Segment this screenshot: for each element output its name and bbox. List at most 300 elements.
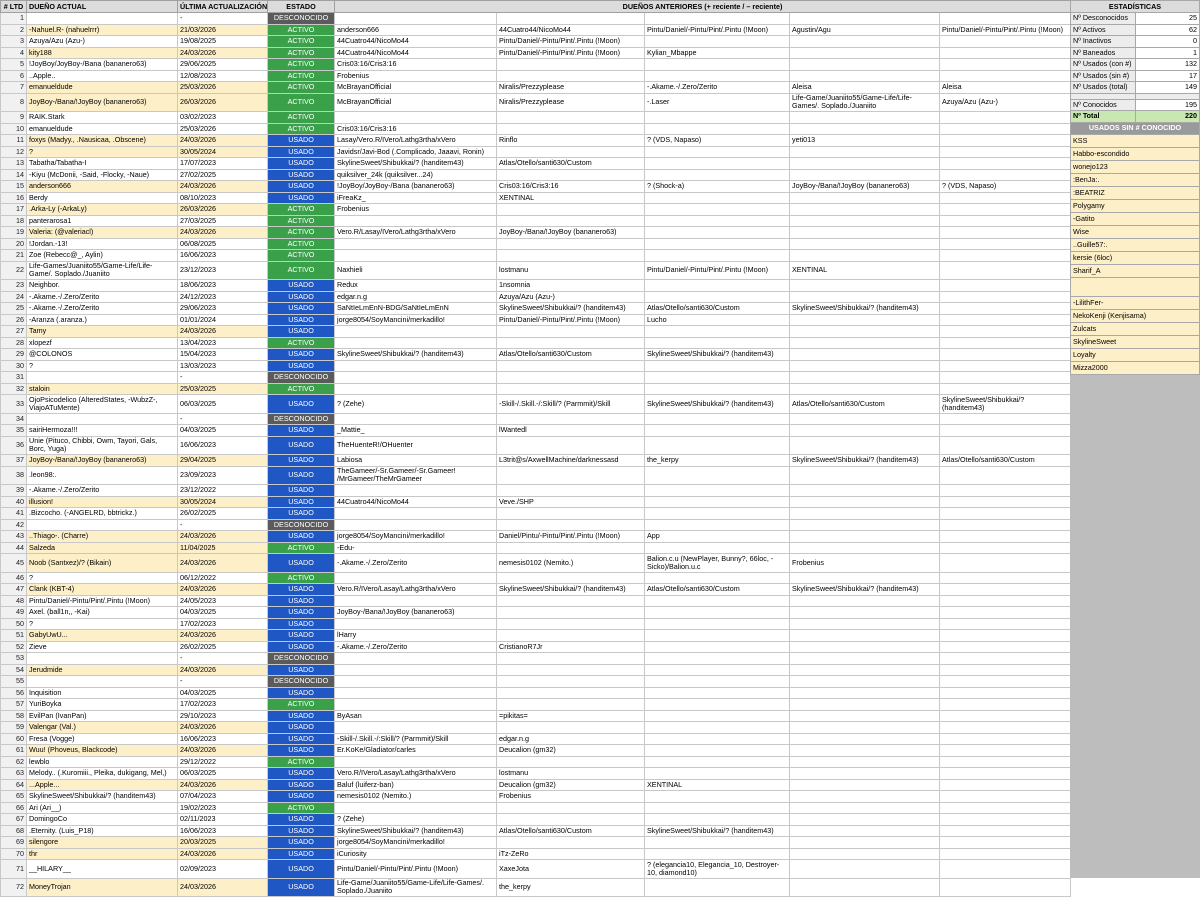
previous-owner-cell[interactable]: CristianoR7Jr [497, 641, 645, 653]
status-badge[interactable]: ACTIVO [268, 238, 335, 250]
col-header-updated[interactable]: ÚLTIMA ACTUALIZACIÓN [178, 1, 268, 13]
owner-cell[interactable]: RAIK.Stark [27, 112, 178, 124]
previous-owner-cell[interactable]: -.Akame.-/.Zero/Zerito [335, 554, 497, 573]
previous-owner-cell[interactable] [940, 676, 1071, 688]
previous-owner-cell[interactable]: Pintu/Daniel/-Pintu/Pint/.Pintu (!Moon) [497, 314, 645, 326]
owner-cell[interactable]: Axel. (ball1n,, -Kai) [27, 607, 178, 619]
previous-owner-cell[interactable] [940, 158, 1071, 170]
previous-owner-cell[interactable] [497, 372, 645, 384]
previous-owner-cell[interactable] [497, 326, 645, 338]
stat-label[interactable]: Nº Usados (con #) [1071, 59, 1136, 71]
status-badge[interactable]: ACTIVO [268, 261, 335, 280]
owner-cell[interactable]: Inquisition [27, 687, 178, 699]
previous-owner-cell[interactable] [645, 607, 790, 619]
previous-owner-cell[interactable] [645, 687, 790, 699]
previous-owner-cell[interactable] [790, 123, 940, 135]
previous-owner-cell[interactable] [940, 630, 1071, 642]
updated-date-cell[interactable]: 26/02/2025 [178, 508, 268, 520]
previous-owner-cell[interactable] [940, 192, 1071, 204]
stat-value[interactable]: 195 [1135, 99, 1200, 111]
previous-owner-cell[interactable] [940, 291, 1071, 303]
updated-date-cell[interactable]: 06/12/2022 [178, 572, 268, 584]
previous-owner-cell[interactable] [940, 687, 1071, 699]
previous-owner-cell[interactable]: -Skill-/.Skill.-/:Skill/? (Parmmit)/Skill [335, 733, 497, 745]
stat-label[interactable]: Nº Baneados [1071, 47, 1136, 59]
updated-date-cell[interactable]: 24/03/2026 [178, 181, 268, 193]
status-badge[interactable]: USADO [268, 710, 335, 722]
previous-owner-cell[interactable] [940, 710, 1071, 722]
used-name-cell[interactable]: Wise [1071, 225, 1200, 238]
ltd-number-cell[interactable]: 19 [1, 227, 27, 239]
ltd-number-cell[interactable]: 61 [1, 745, 27, 757]
previous-owner-cell[interactable]: Labiosa [335, 455, 497, 467]
previous-owner-cell[interactable] [790, 791, 940, 803]
updated-date-cell[interactable]: 04/03/2025 [178, 425, 268, 437]
ltd-number-cell[interactable]: 32 [1, 383, 27, 395]
previous-owner-cell[interactable]: Aleisa [940, 82, 1071, 94]
previous-owner-cell[interactable]: the_kerpy [645, 455, 790, 467]
owner-cell[interactable]: staloin [27, 383, 178, 395]
updated-date-cell[interactable]: 30/05/2024 [178, 496, 268, 508]
status-badge[interactable]: DESCONOCIDO [268, 372, 335, 384]
status-badge[interactable]: USADO [268, 146, 335, 158]
ltd-number-cell[interactable]: 47 [1, 584, 27, 596]
updated-date-cell[interactable]: 24/03/2026 [178, 745, 268, 757]
status-badge[interactable]: ACTIVO [268, 542, 335, 554]
status-badge[interactable]: USADO [268, 860, 335, 879]
previous-owner-cell[interactable]: SaNtIeLmEnN-BDG/SaNtIeLmEnN [335, 303, 497, 315]
previous-owner-cell[interactable] [940, 653, 1071, 665]
ltd-number-cell[interactable]: 30 [1, 360, 27, 372]
previous-owner-cell[interactable] [645, 756, 790, 768]
owner-cell[interactable]: ? [27, 360, 178, 372]
previous-owner-cell[interactable] [940, 135, 1071, 147]
owner-cell[interactable]: ? [27, 572, 178, 584]
previous-owner-cell[interactable]: Lucho [645, 314, 790, 326]
status-badge[interactable]: ACTIVO [268, 36, 335, 48]
ltd-number-cell[interactable]: 5 [1, 59, 27, 71]
previous-owner-cell[interactable]: lostmanu [497, 768, 645, 780]
stat-label[interactable]: Nº Usados (sin #) [1071, 70, 1136, 82]
previous-owner-cell[interactable] [940, 280, 1071, 292]
previous-owner-cell[interactable]: Azuya/Azu (Azu-) [940, 93, 1071, 112]
ltd-number-cell[interactable]: 62 [1, 756, 27, 768]
previous-owner-cell[interactable] [645, 123, 790, 135]
updated-date-cell[interactable]: 13/03/2023 [178, 360, 268, 372]
previous-owner-cell[interactable] [940, 584, 1071, 596]
previous-owner-cell[interactable] [790, 337, 940, 349]
previous-owner-cell[interactable] [497, 238, 645, 250]
previous-owner-cell[interactable] [497, 699, 645, 711]
previous-owner-cell[interactable] [335, 383, 497, 395]
status-badge[interactable]: USADO [268, 436, 335, 455]
used-name-cell[interactable]: Loyalty [1071, 348, 1200, 361]
previous-owner-cell[interactable] [790, 745, 940, 757]
updated-date-cell[interactable]: - [178, 519, 268, 531]
ltd-number-cell[interactable]: 7 [1, 82, 27, 94]
owner-cell[interactable] [27, 653, 178, 665]
used-name-cell[interactable]: wonejo123 [1071, 160, 1200, 173]
owner-cell[interactable]: Unie (Pituco, Chibbi, Owm, Tayori, Gals, Borc, Yuga) [27, 436, 178, 455]
used-name-cell[interactable]: Polygamy [1071, 199, 1200, 212]
status-badge[interactable]: USADO [268, 496, 335, 508]
previous-owner-cell[interactable] [790, 699, 940, 711]
previous-owner-cell[interactable]: Frobenius [335, 204, 497, 216]
updated-date-cell[interactable]: 24/03/2026 [178, 227, 268, 239]
updated-date-cell[interactable]: - [178, 676, 268, 688]
used-name-cell[interactable]: ..Guille57:. [1071, 238, 1200, 251]
previous-owner-cell[interactable]: JoyBoy-/Bana/!JoyBoy (bananero63) [497, 227, 645, 239]
previous-owner-cell[interactable] [940, 595, 1071, 607]
previous-owner-cell[interactable] [790, 572, 940, 584]
updated-date-cell[interactable]: 06/03/2025 [178, 395, 268, 414]
previous-owner-cell[interactable]: App [645, 531, 790, 543]
previous-owner-cell[interactable] [790, 825, 940, 837]
status-badge[interactable]: USADO [268, 395, 335, 414]
owner-cell[interactable] [27, 519, 178, 531]
updated-date-cell[interactable]: 16/06/2023 [178, 733, 268, 745]
previous-owner-cell[interactable] [645, 722, 790, 734]
previous-owner-cell[interactable] [497, 485, 645, 497]
previous-owner-cell[interactable]: SkylineSweet/Shibukkai/? (handitem43) [335, 825, 497, 837]
ltd-number-cell[interactable]: 37 [1, 455, 27, 467]
previous-owner-cell[interactable]: Cris03:16/Cris3:16 [335, 123, 497, 135]
previous-owner-cell[interactable] [940, 261, 1071, 280]
previous-owner-cell[interactable] [645, 158, 790, 170]
updated-date-cell[interactable]: 21/03/2026 [178, 24, 268, 36]
previous-owner-cell[interactable] [645, 485, 790, 497]
previous-owner-cell[interactable] [940, 554, 1071, 573]
previous-owner-cell[interactable]: SkylineSweet/Shibukkai/? (handitem43) [645, 395, 790, 414]
previous-owner-cell[interactable] [497, 204, 645, 216]
previous-owner-cell[interactable]: -Skill-/.Skill.-/:Skill/? (Parmmit)/Skill [497, 395, 645, 414]
ltd-number-cell[interactable]: 67 [1, 814, 27, 826]
previous-owner-cell[interactable] [645, 802, 790, 814]
previous-owner-cell[interactable]: quiksilver_24k (quiksilver...24) [335, 169, 497, 181]
previous-owner-cell[interactable] [940, 825, 1071, 837]
stat-value[interactable]: 0 [1135, 36, 1200, 48]
updated-date-cell[interactable]: 17/02/2023 [178, 699, 268, 711]
previous-owner-cell[interactable] [790, 676, 940, 688]
owner-cell[interactable]: GabyUwU... [27, 630, 178, 642]
previous-owner-cell[interactable]: Atlas/Otello/santi630/Custom [790, 395, 940, 414]
previous-owner-cell[interactable] [940, 436, 1071, 455]
previous-owner-cell[interactable] [645, 337, 790, 349]
previous-owner-cell[interactable]: Pintu/Daniel/-Pintu/Pint/.Pintu (!Moon) [645, 261, 790, 280]
previous-owner-cell[interactable] [497, 413, 645, 425]
previous-owner-cell[interactable]: ? (VDS, Napaso) [645, 135, 790, 147]
previous-owner-cell[interactable] [790, 204, 940, 216]
previous-owner-cell[interactable]: XENTINAL [790, 261, 940, 280]
previous-owner-cell[interactable]: lHarry [335, 630, 497, 642]
updated-date-cell[interactable]: 24/03/2026 [178, 722, 268, 734]
previous-owner-cell[interactable] [497, 466, 645, 485]
ltd-number-cell[interactable]: 57 [1, 699, 27, 711]
previous-owner-cell[interactable]: Frobenius [497, 791, 645, 803]
previous-owner-cell[interactable] [645, 227, 790, 239]
owner-cell[interactable]: Wuu! (Phoveus, Blackcode) [27, 745, 178, 757]
previous-owner-cell[interactable] [335, 413, 497, 425]
previous-owner-cell[interactable] [790, 531, 940, 543]
previous-owner-cell[interactable] [497, 250, 645, 262]
ltd-number-cell[interactable]: 26 [1, 314, 27, 326]
previous-owner-cell[interactable] [790, 70, 940, 82]
previous-owner-cell[interactable] [645, 641, 790, 653]
previous-owner-cell[interactable] [645, 745, 790, 757]
owner-cell[interactable]: SkylineSweet/Shibukkai/? (handitem43) [27, 791, 178, 803]
previous-owner-cell[interactable] [497, 618, 645, 630]
status-badge[interactable]: USADO [268, 745, 335, 757]
previous-owner-cell[interactable] [645, 192, 790, 204]
previous-owner-cell[interactable] [940, 848, 1071, 860]
ltd-number-cell[interactable]: 42 [1, 519, 27, 531]
previous-owner-cell[interactable] [497, 146, 645, 158]
previous-owner-cell[interactable] [335, 699, 497, 711]
previous-owner-cell[interactable] [335, 485, 497, 497]
updated-date-cell[interactable]: 26/03/2026 [178, 93, 268, 112]
previous-owner-cell[interactable] [790, 47, 940, 59]
owner-cell[interactable]: anderson666 [27, 181, 178, 193]
previous-owner-cell[interactable] [645, 215, 790, 227]
previous-owner-cell[interactable] [497, 169, 645, 181]
status-badge[interactable]: USADO [268, 687, 335, 699]
previous-owner-cell[interactable] [645, 837, 790, 849]
previous-owner-cell[interactable] [940, 542, 1071, 554]
previous-owner-cell[interactable] [790, 837, 940, 849]
previous-owner-cell[interactable] [645, 360, 790, 372]
status-badge[interactable]: ACTIVO [268, 112, 335, 124]
previous-owner-cell[interactable] [940, 70, 1071, 82]
previous-owner-cell[interactable] [335, 215, 497, 227]
previous-owner-cell[interactable] [940, 768, 1071, 780]
owner-cell[interactable]: ..Thiago-. (Charre) [27, 531, 178, 543]
previous-owner-cell[interactable] [645, 238, 790, 250]
previous-owner-cell[interactable] [645, 519, 790, 531]
owner-cell[interactable]: -Kiyu (McDonii, -Said, -Flocky, -Naue) [27, 169, 178, 181]
stat-label[interactable]: Nº Inactivos [1071, 36, 1136, 48]
previous-owner-cell[interactable] [645, 508, 790, 520]
previous-owner-cell[interactable] [645, 280, 790, 292]
previous-owner-cell[interactable] [645, 699, 790, 711]
previous-owner-cell[interactable] [940, 112, 1071, 124]
owner-cell[interactable]: Tamy [27, 326, 178, 338]
previous-owner-cell[interactable] [335, 508, 497, 520]
previous-owner-cell[interactable]: -.Akame.-/.Zero/Zerito [335, 641, 497, 653]
previous-owner-cell[interactable]: yeti013 [790, 135, 940, 147]
previous-owner-cell[interactable] [645, 791, 790, 803]
previous-owner-cell[interactable] [497, 59, 645, 71]
ltd-number-cell[interactable]: 70 [1, 848, 27, 860]
previous-owner-cell[interactable] [645, 653, 790, 665]
status-badge[interactable]: USADO [268, 485, 335, 497]
owner-cell[interactable]: JoyBoy-/Bana/!JoyBoy (bananero63) [27, 93, 178, 112]
previous-owner-cell[interactable] [645, 59, 790, 71]
status-badge[interactable]: ACTIVO [268, 337, 335, 349]
col-header-previous-owners[interactable]: DUEÑOS ANTERIORES (+ reciente / – reciente) [335, 1, 1071, 13]
updated-date-cell[interactable]: 30/05/2024 [178, 146, 268, 158]
previous-owner-cell[interactable] [497, 595, 645, 607]
previous-owner-cell[interactable]: L3trit@s/AxwellMachine/darknessasd [497, 455, 645, 467]
previous-owner-cell[interactable]: Frobenius [790, 554, 940, 573]
ltd-number-cell[interactable]: 11 [1, 135, 27, 147]
ltd-number-cell[interactable]: 10 [1, 123, 27, 135]
previous-owner-cell[interactable] [790, 710, 940, 722]
ltd-number-cell[interactable]: 45 [1, 554, 27, 573]
previous-owner-cell[interactable] [645, 13, 790, 25]
owner-cell[interactable]: Clank (KBT-4) [27, 584, 178, 596]
previous-owner-cell[interactable] [335, 756, 497, 768]
previous-owner-cell[interactable]: Atlas/Otello/santi630/Custom [645, 303, 790, 315]
previous-owner-cell[interactable] [497, 70, 645, 82]
ltd-number-cell[interactable]: 8 [1, 93, 27, 112]
previous-owner-cell[interactable] [645, 372, 790, 384]
ltd-number-cell[interactable]: 14 [1, 169, 27, 181]
previous-owner-cell[interactable]: -Edu- [335, 542, 497, 554]
previous-owner-cell[interactable] [790, 383, 940, 395]
previous-owner-cell[interactable] [790, 733, 940, 745]
updated-date-cell[interactable]: 18/06/2023 [178, 280, 268, 292]
status-badge[interactable]: USADO [268, 848, 335, 860]
ltd-number-cell[interactable]: 21 [1, 250, 27, 262]
previous-owner-cell[interactable] [790, 425, 940, 437]
owner-cell[interactable]: -.Akame.-/.Zero/Zerito [27, 485, 178, 497]
owner-cell[interactable]: Melody.. (.Kuromiii., Pleika, dukigang, Mel,) [27, 768, 178, 780]
previous-owner-cell[interactable] [940, 699, 1071, 711]
status-badge[interactable]: ACTIVO [268, 215, 335, 227]
status-badge[interactable]: ACTIVO [268, 204, 335, 216]
owner-cell[interactable]: @COLONOS [27, 349, 178, 361]
owner-cell[interactable]: OjoPsicodelico (AlteredStates, -WubzZ-, ViajoATuMente) [27, 395, 178, 414]
updated-date-cell[interactable]: 25/03/2026 [178, 82, 268, 94]
previous-owner-cell[interactable] [790, 814, 940, 826]
updated-date-cell[interactable]: 24/03/2026 [178, 848, 268, 860]
updated-date-cell[interactable]: 06/08/2025 [178, 238, 268, 250]
previous-owner-cell[interactable]: Baluf (luiferz-ban) [335, 779, 497, 791]
status-badge[interactable]: USADO [268, 280, 335, 292]
status-badge[interactable]: USADO [268, 814, 335, 826]
previous-owner-cell[interactable] [497, 112, 645, 124]
updated-date-cell[interactable]: 24/12/2023 [178, 291, 268, 303]
previous-owner-cell[interactable] [940, 733, 1071, 745]
previous-owner-cell[interactable]: anderson666 [335, 24, 497, 36]
col-header-status[interactable]: ESTADO [268, 1, 335, 13]
previous-owner-cell[interactable] [645, 383, 790, 395]
previous-owner-cell[interactable] [940, 250, 1071, 262]
used-name-cell[interactable]: NekoKenji (Kenjisama) [1071, 309, 1200, 322]
ltd-number-cell[interactable]: 3 [1, 36, 27, 48]
owner-cell[interactable]: Pintu/Daniel/-Pintu/Pint/.Pintu (!Moon) [27, 595, 178, 607]
previous-owner-cell[interactable] [335, 326, 497, 338]
previous-owner-cell[interactable] [497, 664, 645, 676]
ltd-number-cell[interactable]: 68 [1, 825, 27, 837]
ltd-number-cell[interactable]: 27 [1, 326, 27, 338]
updated-date-cell[interactable]: 29/04/2025 [178, 455, 268, 467]
owner-cell[interactable]: .leon98:. [27, 466, 178, 485]
previous-owner-cell[interactable] [940, 349, 1071, 361]
previous-owner-cell[interactable]: SkylineSweet/Shibukkai/? (handitem43) [645, 349, 790, 361]
previous-owner-cell[interactable] [790, 508, 940, 520]
stat-label[interactable]: Nº Activos [1071, 24, 1136, 36]
updated-date-cell[interactable]: 19/02/2023 [178, 802, 268, 814]
previous-owner-cell[interactable]: 44Cuatro44/NicoMo44 [335, 47, 497, 59]
previous-owner-cell[interactable]: Naxhieli [335, 261, 497, 280]
status-badge[interactable]: USADO [268, 169, 335, 181]
previous-owner-cell[interactable] [645, 466, 790, 485]
updated-date-cell[interactable]: 24/03/2026 [178, 779, 268, 791]
previous-owner-cell[interactable]: lostmanu [497, 261, 645, 280]
previous-owner-cell[interactable] [940, 238, 1071, 250]
previous-owner-cell[interactable]: Life-Game/Juaniito55/Game-Life/Life-Games/. Soplado./Juaniito [335, 878, 497, 897]
previous-owner-cell[interactable]: ? (Zehe) [335, 395, 497, 414]
previous-owner-cell[interactable]: XaxeJota [497, 860, 645, 879]
status-badge[interactable]: USADO [268, 584, 335, 596]
updated-date-cell[interactable]: 24/03/2026 [178, 531, 268, 543]
updated-date-cell[interactable]: 20/03/2025 [178, 837, 268, 849]
previous-owner-cell[interactable]: TheHuenteR!/OHuenter [335, 436, 497, 455]
previous-owner-cell[interactable] [645, 733, 790, 745]
previous-owner-cell[interactable] [790, 280, 940, 292]
status-badge[interactable]: USADO [268, 303, 335, 315]
previous-owner-cell[interactable] [790, 326, 940, 338]
updated-date-cell[interactable]: 06/03/2025 [178, 768, 268, 780]
previous-owner-cell[interactable] [497, 508, 645, 520]
owner-cell[interactable]: foxys (Madyy., .Nausicaa, .Obscene) [27, 135, 178, 147]
stat-value[interactable]: 132 [1135, 59, 1200, 71]
previous-owner-cell[interactable]: Pintu/Daniel/-Pintu/Pint/.Pintu (!Moon) [335, 860, 497, 879]
previous-owner-cell[interactable] [645, 496, 790, 508]
previous-owner-cell[interactable]: JoyBoy-/Bana/!JoyBoy (bananero63) [335, 607, 497, 619]
previous-owner-cell[interactable] [940, 814, 1071, 826]
previous-owner-cell[interactable]: SkylineSweet/Shibukkai/? (handitem43) [497, 303, 645, 315]
previous-owner-cell[interactable] [790, 360, 940, 372]
previous-owner-cell[interactable] [790, 768, 940, 780]
ltd-number-cell[interactable]: 40 [1, 496, 27, 508]
previous-owner-cell[interactable] [335, 802, 497, 814]
previous-owner-cell[interactable] [335, 112, 497, 124]
ltd-number-cell[interactable]: 69 [1, 837, 27, 849]
updated-date-cell[interactable]: 19/08/2025 [178, 36, 268, 48]
previous-owner-cell[interactable]: SkylineSweet/Shibukkai/? (handitem43) [790, 303, 940, 315]
owner-cell[interactable]: illusion! [27, 496, 178, 508]
previous-owner-cell[interactable] [645, 878, 790, 897]
used-name-cell[interactable]: :BenJa:. [1071, 173, 1200, 186]
previous-owner-cell[interactable] [940, 508, 1071, 520]
previous-owner-cell[interactable]: ? (Shock-a) [645, 181, 790, 193]
updated-date-cell[interactable]: 27/03/2025 [178, 215, 268, 227]
previous-owner-cell[interactable] [940, 36, 1071, 48]
previous-owner-cell[interactable] [790, 349, 940, 361]
previous-owner-cell[interactable] [790, 664, 940, 676]
previous-owner-cell[interactable] [940, 745, 1071, 757]
previous-owner-cell[interactable] [940, 425, 1071, 437]
owner-cell[interactable]: -.Akame.-/.Zero/Zerito [27, 291, 178, 303]
previous-owner-cell[interactable] [790, 618, 940, 630]
owner-cell[interactable]: Tabatha/Tabatha-I [27, 158, 178, 170]
previous-owner-cell[interactable]: Atlas/Otello/santi630/Custom [497, 349, 645, 361]
status-badge[interactable]: USADO [268, 135, 335, 147]
used-name-cell[interactable]: Mizza2000 [1071, 361, 1200, 374]
previous-owner-cell[interactable]: JoyBoy-/Bana/!JoyBoy (bananero63) [790, 181, 940, 193]
previous-owner-cell[interactable] [940, 779, 1071, 791]
previous-owner-cell[interactable] [497, 542, 645, 554]
updated-date-cell[interactable]: 24/03/2026 [178, 584, 268, 596]
updated-date-cell[interactable]: 25/03/2026 [178, 123, 268, 135]
updated-date-cell[interactable]: 24/03/2026 [178, 47, 268, 59]
previous-owner-cell[interactable]: Veve./SHP [497, 496, 645, 508]
previous-owner-cell[interactable] [497, 607, 645, 619]
previous-owner-cell[interactable]: Cris03:16/Cris3:16 [335, 59, 497, 71]
used-name-cell[interactable]: kersie (6loc) [1071, 251, 1200, 264]
